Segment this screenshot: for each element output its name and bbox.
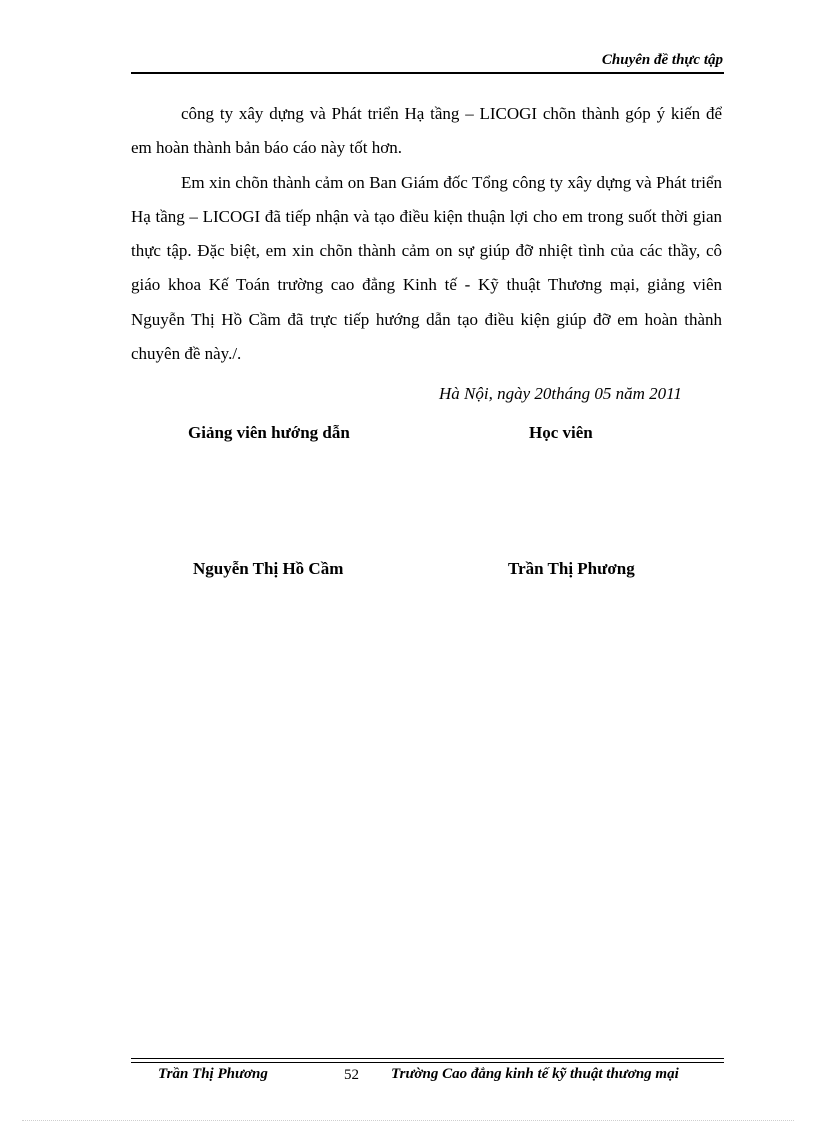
page-number: 52 <box>344 1067 359 1083</box>
student-role-label: Học viên <box>529 423 593 442</box>
body-paragraph-2: Em xin chõn thành cảm on Ban Giám đốc Tổng công ty xây dựng và Phát triển Hạ tầng – LICOGI đã tiếp nhận và tạo điều kiện thuận lợi cho em trong suốt thời gian thực tập. Đặc biệt, em xin chõn thành cảm on sự giúp đỡ nhiệt tình của các thầy, cô giáo khoa Kế Toán trường cao đẳng Kinh tế - Kỹ thuật Thương mại, giảng viên Nguyễn Thị Hồ Cầm đã trực tiếp hướng dẫn tạo điều kiện giúp đỡ em hoàn thành chuyên đề này./. <box>131 172 722 364</box>
page-edge-divider <box>22 1120 794 1121</box>
advisor-name: Nguyễn Thị Hồ Cầm <box>193 559 344 578</box>
student-name: Trần Thị Phương <box>508 559 635 578</box>
header-rule <box>131 72 724 74</box>
advisor-role-label: Giảng viên hướng dẫn <box>188 423 350 442</box>
footer-school: Trường Cao đẳng kinh tế kỹ thuật thương mại <box>391 1066 679 1082</box>
footer-author: Trần Thị Phương <box>158 1066 268 1082</box>
footer-rule <box>131 1058 724 1063</box>
date-line: Hà Nội, ngày 20tháng 05 năm 2011 <box>439 384 682 403</box>
header-title: Chuyên đề thực tập <box>601 52 723 68</box>
body-text <box>131 97 722 371</box>
body-paragraph-1: công ty xây dựng và Phát triển Hạ tầng – LICOGI chõn thành góp ý kiến để em hoàn thành bản báo cáo này tốt hơn. <box>131 104 722 158</box>
